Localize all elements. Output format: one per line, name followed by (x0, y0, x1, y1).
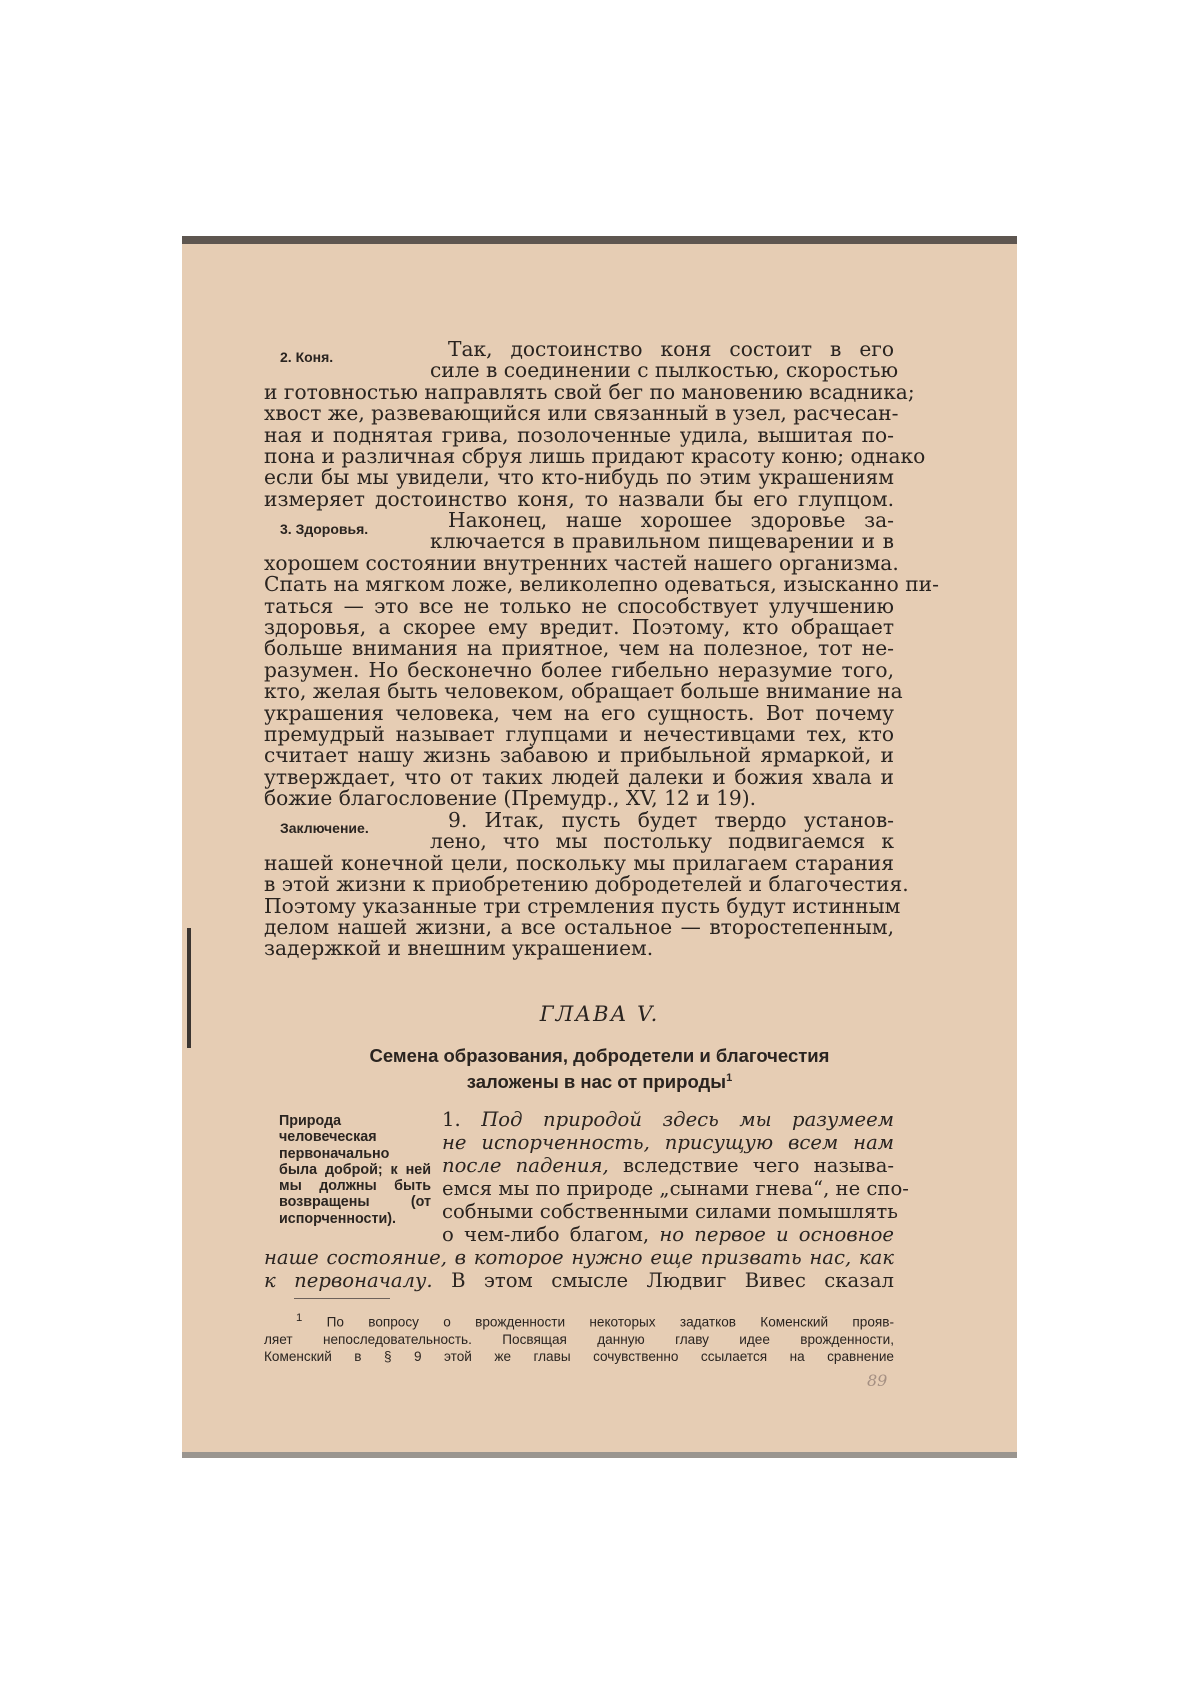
text-line: пона и различная сбруя лишь придают красоту коню; однако (264, 444, 926, 469)
text-line: считает нашу жизнь забавою и прибыльной ярмаркой, и (264, 743, 894, 768)
footnote-text: По вопросу о врожденности некоторых задатков Коменский прояв- (326, 1314, 894, 1330)
text-line: украшения человека, чем на его сущность. Вот почему (264, 700, 894, 725)
italic-text: к первоначалу. (264, 1269, 433, 1292)
text-line: божие благословение (Премудр., XV, 12 и 19). (264, 786, 757, 811)
chapter-title-line (182, 1067, 1017, 1093)
margin-label-zdorovie: 3. Здоровья. (280, 521, 369, 537)
italic-text: Под природой здесь мы разумеем (481, 1108, 894, 1131)
italic-text: не испорченность, присущую всем нам (442, 1131, 894, 1154)
text-line: и готовностью направлять свой бег по мановению всадника; (264, 379, 915, 404)
page-number: 89 (867, 1371, 888, 1390)
text-line: лено, что мы постольку подвигаемся к (430, 829, 894, 854)
text-line: измеряет достоинство коня, то назвали бы его глупцом. (264, 486, 894, 511)
plain-text: вследствие чего называ- (622, 1154, 894, 1177)
italic-text: наше состояние, в которое нужно еще призвать нас, как (264, 1246, 894, 1269)
text-line: 9. Итак, пусть будет твердо установ- (448, 808, 894, 832)
plain-text: В этом смысле Людвиг Вивес сказал (451, 1269, 894, 1292)
footnote-line: Коменский в § 9 этой же главы сочувственно ссылается на сравнение (264, 1348, 894, 1364)
text-line: емся мы по природе „сынами гнева“, не спо- (442, 1177, 909, 1200)
section-zdorovie (264, 508, 939, 811)
text-line: Поэтому указанные три стремления пусть будут истинным (264, 893, 901, 918)
text-line: таться — это все не только не способствует улучшению (264, 593, 894, 618)
chapter-label: ГЛАВА V. (539, 1002, 660, 1026)
text-line: задержкой и внешним украшением. (264, 936, 654, 961)
margin-label-conclusion: Заключение. (280, 820, 369, 836)
paragraph-number: 1. (442, 1108, 461, 1131)
text-line: ная и поднятая грива, позолоченные удила, вышитая по- (264, 422, 894, 447)
binding-edge (187, 928, 191, 1048)
footnote-mark: 1 (296, 1312, 303, 1324)
chapter-title-line: Семена образования, добродетели и благочестия (369, 1045, 830, 1066)
footnote-line (264, 1310, 894, 1331)
text-line (264, 1154, 894, 1177)
footnote (264, 1310, 894, 1365)
plain-text: о чем-либо благом, (442, 1223, 650, 1246)
text-line (264, 1131, 894, 1154)
text-line: премудрый называет глупцами и нечестивцами тех, кто (264, 722, 894, 747)
text-line: Спать на мягком ложе, великолепно одеваться, изысканно пи- (264, 572, 939, 597)
text-line: разумен. Но бесконечно более гибельно неразумие того, (264, 657, 894, 682)
text-line (264, 1223, 894, 1246)
text-line: Так, достоинство коня состоит в его (448, 337, 894, 361)
footnote-line: ляет непоследовательность. Посвящая данную главу идее врожденности, (264, 1331, 894, 1347)
section-conclusion (264, 808, 909, 961)
text-line: если бы мы увидели, что кто-нибудь по этим украшениям (264, 465, 894, 490)
text-line: Наконец, наше хорошее здоровье за- (448, 508, 894, 532)
footnote-reference: 1 (726, 1072, 733, 1084)
text-line: больше внимания на приятное, чем на полезное, тот не- (264, 636, 894, 661)
margin-label-kon: 2. Коня. (280, 349, 334, 365)
italic-text: но первое и основное (659, 1223, 894, 1246)
chapter-title-text: заложены в нас от природы (466, 1071, 727, 1093)
side-note: Природа человеческая первоначально была доброй; к ней мы должны быть возвращены (от испорченности). (279, 1113, 431, 1227)
text-line (264, 1269, 894, 1292)
text-line: делом нашей жизни, а все остальное — второстепенным, (264, 915, 894, 940)
italic-text: после падения, (442, 1154, 609, 1177)
text-line: ключается в правильном пищеварении и в (430, 529, 894, 554)
text-line (264, 1108, 894, 1131)
paragraph-1 (264, 1108, 909, 1292)
text-line: хорошем состоянии внутренних частей нашего организма. (264, 550, 899, 575)
text-line: хвост же, развевающийся или связанный в узел, расчесан- (264, 401, 899, 426)
text-line: нашей конечной цели, поскольку мы прилагаем старания (264, 850, 894, 875)
text-line (264, 1246, 894, 1269)
text-line: силе в соединении с пылкостью, скоростью (430, 358, 899, 383)
footnote-divider (294, 1298, 390, 1299)
text-line: в этой жизни к приобретению добродетелей и благочестия. (264, 872, 909, 897)
text-line: собными собственными силами помышлять (442, 1200, 898, 1223)
text-line: кто, желая быть человеком, обращает больше внимание на (264, 679, 903, 704)
text-line: утверждает, что от таких людей далеки и божия хвала и (264, 764, 894, 789)
section-kon (264, 337, 926, 511)
text-line: здоровья, а скорее ему вредит. Поэтому, кто обращает (264, 615, 894, 640)
chapter-title (182, 1045, 1017, 1093)
